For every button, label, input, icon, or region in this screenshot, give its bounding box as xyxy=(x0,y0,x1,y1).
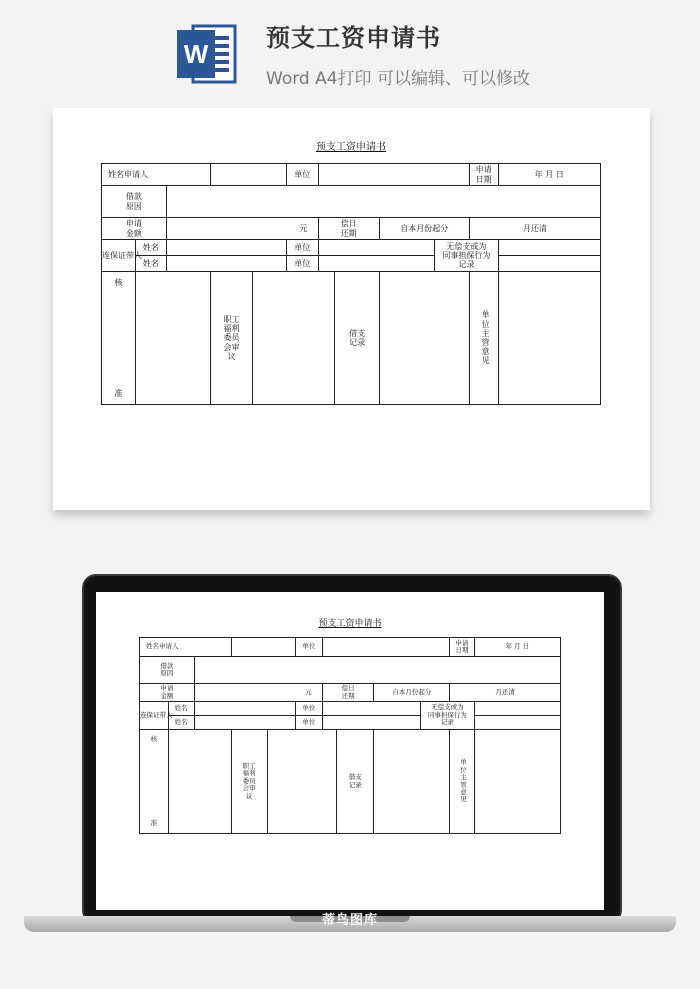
row-approval xyxy=(140,730,561,834)
apply-date-value[interactable]: 年 月 日 xyxy=(498,164,600,186)
unit-label: 单位 xyxy=(287,164,318,186)
guarantor-unit-label-2: 单位 xyxy=(296,716,323,730)
unit-value[interactable] xyxy=(322,638,450,657)
form-table xyxy=(101,163,601,405)
row-amount xyxy=(140,684,561,702)
amount-value[interactable]: 元 xyxy=(194,684,322,702)
guarantor-name-label-1: 姓名 xyxy=(168,702,194,716)
applicant-label: 姓名申请人 xyxy=(108,169,148,179)
form-document xyxy=(101,138,601,405)
repay-from: 自本月份起分 xyxy=(379,218,469,240)
applicant-value[interactable] xyxy=(210,164,286,186)
reason-label: 借款 原因 xyxy=(160,661,174,677)
no-repay-label: 无偿支或为 同事担保行为 记录 xyxy=(442,241,491,270)
form-table xyxy=(139,637,561,834)
guarantor-label: 连保证带人 xyxy=(140,702,169,730)
unit-label: 单位 xyxy=(296,638,323,657)
reason-value[interactable] xyxy=(194,657,560,684)
loan-record-value[interactable] xyxy=(379,272,469,405)
repay-from: 自本月份起分 xyxy=(374,684,450,702)
row-guarantor-1 xyxy=(140,702,561,716)
repay-label: 偿日 还期 xyxy=(340,219,357,238)
applicant-label: 姓名申请人 xyxy=(146,642,179,651)
page-subtitle: Word A4打印 可以编辑、可以修改 xyxy=(266,69,530,89)
approve-label: 核 准 xyxy=(140,730,169,834)
page-title: 预支工资申请书 xyxy=(266,24,441,52)
committee-label: 职工福利委员会审议 xyxy=(231,730,267,834)
repay-monthly[interactable]: 月还清 xyxy=(469,218,600,240)
row-amount xyxy=(102,218,601,240)
row-reason xyxy=(140,657,561,684)
no-repay-value-2[interactable] xyxy=(498,256,600,272)
laptop-screen xyxy=(96,592,604,910)
amount-label: 申请 金额 xyxy=(160,684,174,700)
row-guarantor-2 xyxy=(102,256,601,272)
approve-label: 核 准 xyxy=(102,272,136,405)
row-guarantor-2 xyxy=(140,716,561,730)
loan-record-label: 借支记录 xyxy=(337,730,374,834)
guarantor-name-value-2[interactable] xyxy=(166,256,286,272)
form-title: 预支工资申请书 xyxy=(318,619,382,629)
form-document-small xyxy=(139,616,561,834)
approve-value[interactable] xyxy=(168,730,231,834)
guarantor-name-label-1: 姓名 xyxy=(135,240,166,256)
supervisor-value[interactable] xyxy=(498,272,600,405)
guarantor-unit-value-2[interactable] xyxy=(318,256,435,272)
committee-value[interactable] xyxy=(267,730,336,834)
guarantor-unit-label-2: 单位 xyxy=(287,256,318,272)
guarantor-unit-label-1: 单位 xyxy=(296,702,323,716)
guarantor-name-label-2: 姓名 xyxy=(135,256,166,272)
guarantor-name-value-1[interactable] xyxy=(194,702,295,716)
supervisor-value[interactable] xyxy=(474,730,560,834)
committee-label: 职工福利委员会审议 xyxy=(210,272,252,405)
reason-value[interactable] xyxy=(166,186,600,218)
guarantor-name-value-2[interactable] xyxy=(194,716,295,730)
apply-date-label: 申请 日期 xyxy=(455,638,469,654)
guarantor-unit-value-1[interactable] xyxy=(322,702,421,716)
repay-label: 偿日 还期 xyxy=(341,684,355,700)
no-repay-value-1[interactable] xyxy=(474,702,560,716)
guarantor-unit-label-1: 单位 xyxy=(287,240,318,256)
laptop-mockup xyxy=(0,570,700,989)
apply-date-label: 申请 日期 xyxy=(475,165,492,184)
guarantor-label: 连保证带人 xyxy=(102,240,136,272)
guarantor-unit-value-2[interactable] xyxy=(322,716,421,730)
row-applicant xyxy=(102,164,601,186)
row-applicant xyxy=(140,638,561,657)
committee-value[interactable] xyxy=(253,272,335,405)
no-repay-label: 无偿支或为 同事担保行为 记录 xyxy=(427,703,467,727)
svg-text:W: W xyxy=(183,39,209,69)
unit-value[interactable] xyxy=(318,164,469,186)
supervisor-label: 单位主管意见 xyxy=(450,730,474,834)
amount-value[interactable]: 元 xyxy=(166,218,318,240)
word-icon xyxy=(175,22,239,86)
amount-label: 申请 金额 xyxy=(125,219,142,238)
guarantor-unit-value-1[interactable] xyxy=(318,240,435,256)
document-preview xyxy=(53,108,650,510)
loan-record-value[interactable] xyxy=(374,730,450,834)
guarantor-name-label-2: 姓名 xyxy=(168,716,194,730)
repay-monthly[interactable]: 月还清 xyxy=(450,684,561,702)
form-title: 预支工资申请书 xyxy=(316,142,386,153)
brand-label: 蒂鸟图库 xyxy=(321,913,378,928)
no-repay-value-2[interactable] xyxy=(474,716,560,730)
apply-date-value[interactable]: 年 月 日 xyxy=(474,638,560,657)
row-reason xyxy=(102,186,601,218)
reason-label: 借款 原因 xyxy=(125,192,142,211)
applicant-value[interactable] xyxy=(231,638,295,657)
loan-record-label: 借支记录 xyxy=(335,272,379,405)
supervisor-label: 单位主管意见 xyxy=(469,272,498,405)
no-repay-value-1[interactable] xyxy=(498,240,600,256)
guarantor-name-value-1[interactable] xyxy=(166,240,286,256)
approve-value[interactable] xyxy=(135,272,210,405)
row-approval xyxy=(102,272,601,405)
row-guarantor-1 xyxy=(102,240,601,256)
